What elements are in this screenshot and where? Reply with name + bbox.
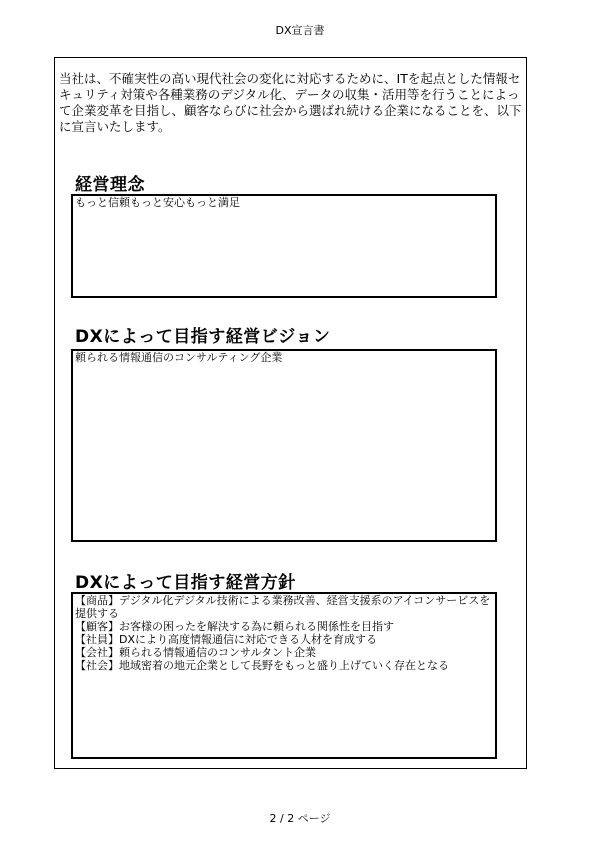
policy-line-product-cont: 提供する	[75, 607, 119, 620]
section-title-management-policy: DXによって目指す経営方針	[75, 573, 296, 593]
policy-line-customer: 【顧客】お客様の困ったを解決する為に頼られる関係性を目指す	[75, 620, 394, 633]
box-text-line: もっと信頼もっと安心もっと満足	[75, 196, 240, 209]
section-title-management-vision: DXによって目指す経営ビジョン	[75, 327, 331, 347]
management-philosophy-box	[71, 194, 497, 298]
box-text-line: 頼られる情報通信のコンサルティング企業	[75, 351, 283, 364]
policy-line-employee: 【社員】DXにより高度情報通信に対応できる人材を育成する	[75, 633, 378, 646]
section-title-management-philosophy: 経営理念	[75, 175, 145, 195]
policy-line-company: 【会社】頼られる情報通信のコンサルタント企業	[75, 646, 317, 659]
page-header-title: DX宣言書	[275, 24, 325, 37]
management-policy-box	[71, 592, 497, 759]
management-vision-box	[71, 349, 497, 542]
intro-paragraph: 当社は、不確実性の高い現代社会の変化に対応するために、ITを起点とした情報セキュリティ対策や各種業務のデジタル化、データの収集・活用等を行うことによって企業変革を目指し、顧客ならびに社会から選ばれ続ける企業になることを、以下に宣言いたします。	[59, 71, 522, 134]
page-number: 2 / 2 ページ	[269, 812, 331, 825]
policy-line-society: 【社会】地域密着の地元企業として長野をもっと盛り上げていく存在となる	[75, 659, 449, 672]
policy-line-product: 【商品】デジタル化デジタル技術による業務改善、経営支援系のアイコンサービスを	[75, 594, 491, 607]
